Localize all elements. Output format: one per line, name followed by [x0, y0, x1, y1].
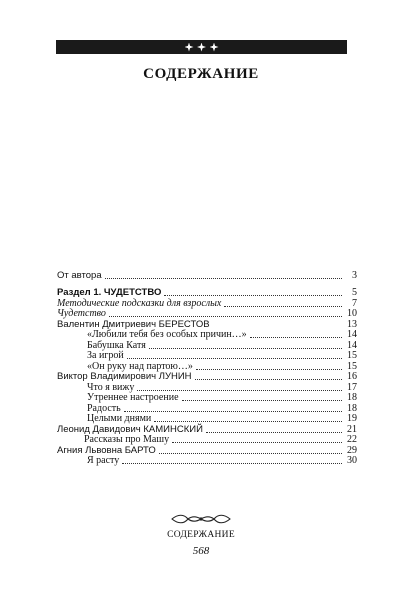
- table-of-contents: [57, 270, 357, 466]
- toc-entry-title: Я расту: [57, 456, 121, 466]
- toc-entry-title: Целыми днями: [57, 414, 153, 424]
- toc-entry-title: «Он руку над партою…»: [57, 362, 195, 372]
- toc-entry-page: 15: [347, 360, 357, 372]
- toc-leader-dots: [124, 411, 342, 412]
- toc-entry-page: 10: [347, 308, 357, 319]
- toc-entry: [57, 393, 357, 404]
- toc-entry-title: От автора: [57, 269, 102, 281]
- toc-entry-page: 17: [347, 381, 357, 393]
- toc-entry-title: Валентин Дмитриевич БЕРЕСТОВ: [57, 318, 210, 330]
- toc-leader-dots: [224, 306, 342, 307]
- toc-leader-dots: [127, 358, 342, 359]
- toc-entry: [57, 270, 357, 281]
- toc-entry-page: 16: [347, 371, 357, 382]
- footer-ornament-icon: [170, 514, 232, 524]
- toc-entry-title: Виктор Владимирович ЛУНИН: [57, 371, 192, 382]
- toc-entry-title: Агния Львовна БАРТО: [57, 444, 156, 456]
- toc-entry-title: Раздел 1. ЧУДЕТСТВО: [57, 287, 162, 298]
- toc-leader-dots: [109, 316, 342, 317]
- toc-entry-title: Методические подсказки для взрослых: [57, 297, 222, 309]
- toc-leader-dots: [137, 390, 342, 391]
- toc-entry-page: 29: [347, 444, 357, 456]
- toc-leader-dots: [154, 421, 342, 422]
- toc-entry: [57, 288, 357, 299]
- toc-entry-title: «Любили тебя без особых причин…»: [57, 330, 249, 340]
- toc-entry: [57, 456, 357, 467]
- toc-entry: [57, 298, 357, 309]
- toc-entry-title: Бабушка Катя: [57, 341, 148, 351]
- toc-entry-title: Радость: [57, 404, 123, 414]
- toc-entry: [57, 445, 357, 456]
- toc-leader-dots: [182, 400, 342, 401]
- toc-entry-page: 30: [347, 455, 357, 466]
- toc-leader-dots: [164, 295, 342, 296]
- toc-entry-title: Рассказы про Машу: [57, 435, 171, 445]
- toc-entry-page: 18: [347, 402, 357, 414]
- toc-entry: [57, 351, 357, 362]
- page-number: 568: [192, 545, 210, 557]
- toc-entry: [57, 414, 357, 425]
- toc-entry-title: Что я вижу: [57, 383, 136, 393]
- toc-leader-dots: [122, 463, 342, 464]
- star-ornament-icon: [185, 42, 219, 52]
- toc-leader-dots: [206, 432, 342, 433]
- toc-entry-page: 13: [347, 318, 357, 330]
- toc-entry-page: 14: [347, 339, 357, 351]
- toc-entry-page: 5: [345, 288, 357, 298]
- toc-leader-dots: [105, 278, 342, 279]
- toc-leader-dots: [159, 453, 342, 454]
- toc-entry-title: Леонид Давидович КАМИНСКИЙ: [57, 423, 203, 435]
- toc-entry: [57, 309, 357, 320]
- toc-entry: [57, 382, 357, 393]
- toc-entry-page: 15: [347, 350, 357, 361]
- toc-entry-page: 14: [347, 329, 357, 340]
- toc-entry: [57, 330, 357, 341]
- toc-entry: [57, 403, 357, 414]
- toc-entry-page: 22: [347, 434, 357, 445]
- toc-entry: [57, 424, 357, 435]
- toc-entry-title: За игрой: [57, 351, 126, 361]
- toc-entry-page: 21: [347, 423, 357, 435]
- toc-leader-dots: [195, 379, 342, 380]
- toc-entry-page: 18: [347, 392, 357, 403]
- toc-entry: [57, 372, 357, 383]
- toc-entry: [57, 361, 357, 372]
- toc-entry: [57, 319, 357, 330]
- running-footer-title: СОДЕРЖАНИЕ: [167, 530, 235, 540]
- toc-entry-title: Утреннее настроение: [57, 393, 181, 403]
- toc-entry-page: 19: [347, 413, 357, 424]
- page-title: СОДЕРЖАНИЕ: [143, 66, 259, 82]
- toc-leader-dots: [149, 348, 342, 349]
- toc-entry-title: Чудетство: [57, 308, 106, 319]
- toc-entry-page: 7: [345, 299, 357, 309]
- toc-leader-dots: [172, 442, 342, 443]
- toc-leader-dots: [250, 337, 342, 338]
- header-ornament-banner: [56, 40, 347, 54]
- toc-entry: [57, 435, 357, 446]
- toc-entry-page: 3: [345, 271, 357, 281]
- toc-entry: [57, 340, 357, 351]
- toc-leader-dots: [196, 369, 342, 370]
